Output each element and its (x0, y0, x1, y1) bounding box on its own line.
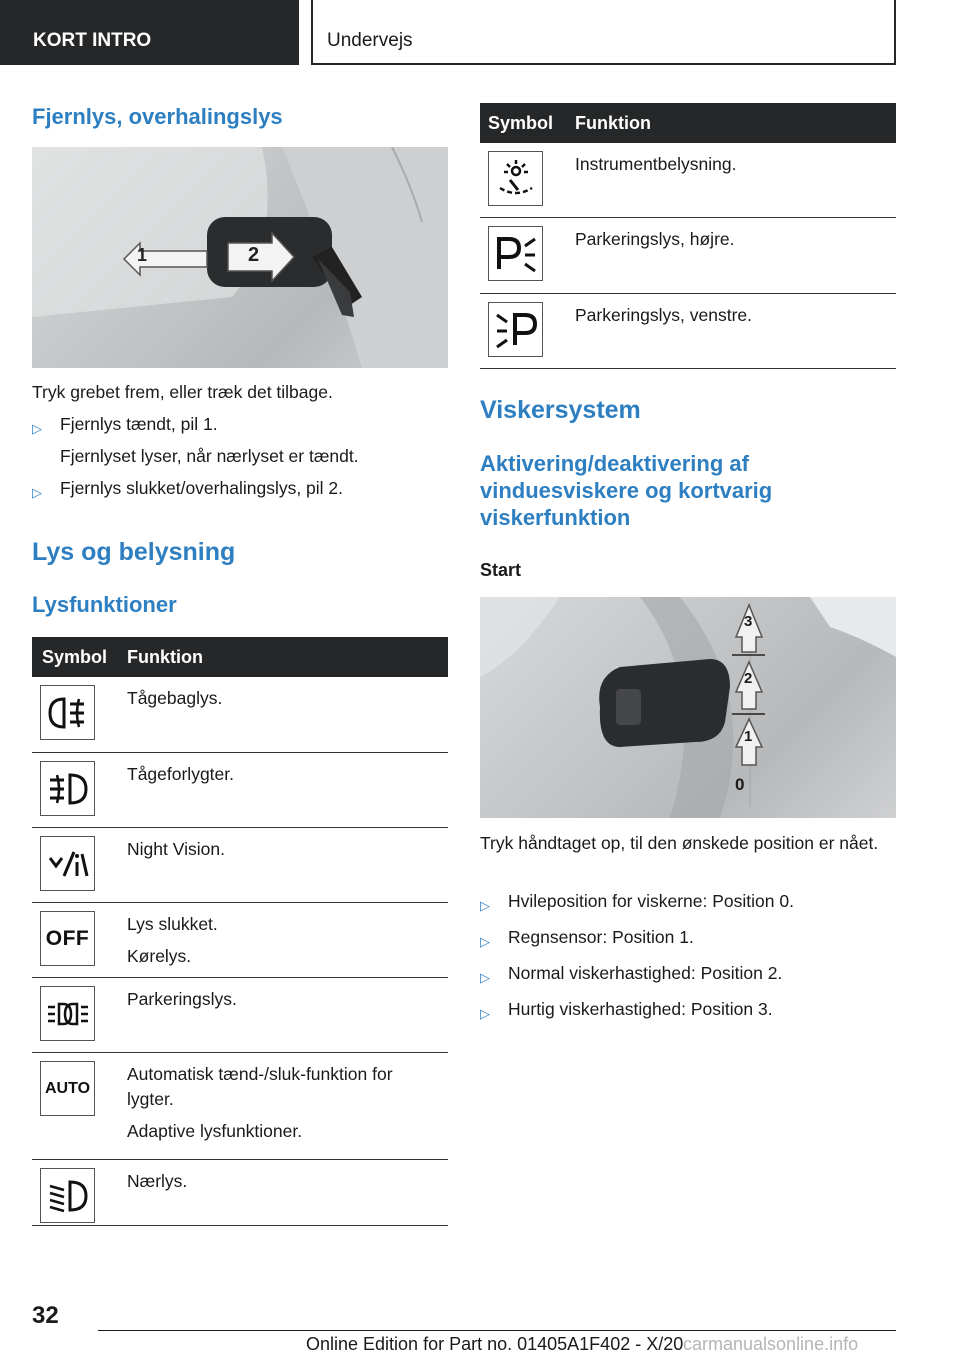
position-label-2: 2 (744, 670, 753, 687)
table-header (32, 637, 448, 677)
bullet-item (32, 476, 448, 505)
function-line: Parkeringslys. (127, 989, 237, 1009)
page-number: 32 (32, 1302, 59, 1329)
watermark: carmanualsonline.info (683, 1334, 859, 1354)
function-line: Parkeringslys, venstre. (575, 305, 753, 325)
function-text (127, 912, 442, 969)
stalk-illustration (32, 147, 448, 368)
triangle-icon: ▷ (32, 485, 42, 500)
function-line: Night Vision. (127, 839, 225, 859)
function-line: Parkeringslys, højre. (575, 229, 735, 249)
position-label-1: 1 (744, 728, 753, 745)
table-row (32, 978, 448, 1053)
table-row (32, 1053, 448, 1160)
footer-divider (98, 1330, 896, 1331)
off-icon-text: OFF (45, 926, 90, 950)
bullet-text: Normal viskerhastighed: Position 2. (508, 963, 783, 983)
low-beam-icon (40, 1168, 95, 1223)
function-text (127, 1062, 442, 1144)
triangle-icon: ▷ (480, 1006, 490, 1021)
off-icon (40, 911, 95, 966)
function-line: Instrumentbelysning. (575, 154, 737, 174)
function-text (127, 686, 442, 711)
heading-wipers: Viskersystem (480, 396, 641, 424)
bullet-text: Fjernlys tændt, pil 1. (60, 414, 218, 434)
bullet-text: Regnsensor: Position 1. (508, 927, 694, 947)
auto-icon (40, 1061, 95, 1116)
bullet-text: Hvileposition for viskerne: Position 0. (508, 891, 794, 911)
bullet-item (480, 961, 896, 990)
table-row (32, 828, 448, 903)
auto-icon-text: AUTO (44, 1079, 91, 1097)
function-text (127, 987, 442, 1012)
lighting-symbols-table (480, 103, 896, 369)
subheading-wipers: Aktivering/deaktivering af vinduesviskere og kortvarig viskerfunktion (480, 451, 773, 530)
light-functions-table (32, 637, 448, 1226)
function-line: Tågebaglys. (127, 688, 223, 708)
bullet-item (32, 412, 448, 469)
section-tab: KORT INTRO (0, 0, 299, 65)
high-beam-stalk-figure (32, 147, 448, 368)
table-header (480, 103, 896, 143)
function-line: Lys slukket. (127, 914, 218, 934)
wiper-bullets (480, 889, 896, 1026)
col-function: Funktion (575, 113, 651, 133)
function-line: Tågeforlygter. (127, 764, 234, 784)
start-label: Start (480, 560, 522, 580)
bullet-item (480, 997, 896, 1026)
position-label-3: 3 (744, 613, 753, 630)
function-text (127, 762, 442, 787)
bullet-text: Hurtig viskerhastighed: Position 3. (508, 999, 773, 1019)
chapter-tab: Undervejs (311, 0, 896, 65)
function-line: Kørelys. (127, 946, 192, 966)
function-line: Automatisk tænd-/sluk-funktion for lygter. (127, 1064, 393, 1109)
wiper-stalk-figure (480, 597, 896, 818)
function-text (127, 1169, 442, 1194)
table-row (32, 677, 448, 753)
table-row (32, 753, 448, 828)
parking-light-left-icon (488, 302, 543, 357)
table-row (480, 143, 896, 218)
triangle-icon: ▷ (480, 898, 490, 913)
position-label-0: 0 (735, 775, 745, 794)
wiper-instruction: Tryk håndtaget op, til den ønskede position er nået. (480, 833, 879, 853)
triangle-icon: ▷ (480, 970, 490, 985)
high-beam-bullets (32, 412, 448, 505)
arrow-label-1: 1 (137, 245, 148, 265)
triangle-icon: ▷ (480, 934, 490, 949)
table-row (32, 903, 448, 978)
function-line: Adaptive lysfunktioner. (127, 1121, 303, 1141)
high-beam-instruction: Tryk grebet frem, eller træk det tilbage. (32, 382, 333, 402)
heading-lights: Lys og belysning (32, 538, 236, 566)
wiper-illustration (480, 597, 896, 818)
table-row (480, 294, 896, 369)
heading-high-beam: Fjernlys, overhalingslys (32, 104, 283, 129)
bullet-subtext: Fjernlyset lyser, når nærlyset er tændt. (60, 446, 359, 466)
parking-lights-icon (40, 986, 95, 1041)
bullet-item (480, 889, 896, 918)
function-text (127, 837, 442, 862)
col-function: Funktion (127, 647, 203, 667)
function-line: Nærlys. (127, 1171, 188, 1191)
function-text (575, 227, 890, 252)
front-fog-light-icon (40, 761, 95, 816)
edition-note: Online Edition for Part no. 01405A1F402 - X/20 (306, 1334, 684, 1354)
night-vision-icon (40, 836, 95, 891)
bullet-text: Fjernlys slukket/overhalingslys, pil 2. (60, 478, 344, 498)
bullet-item (480, 925, 896, 954)
subheading-light-functions: Lysfunktioner (32, 592, 177, 617)
instrument-lighting-icon (488, 151, 543, 206)
col-symbol: Symbol (488, 113, 554, 133)
table-row (32, 1160, 448, 1226)
col-symbol: Symbol (42, 647, 108, 667)
arrow-label-2: 2 (248, 244, 260, 266)
rear-fog-light-icon (40, 685, 95, 740)
triangle-icon: ▷ (32, 421, 42, 436)
table-row (480, 218, 896, 294)
function-text (575, 152, 890, 177)
parking-light-right-icon (488, 226, 543, 281)
function-text (575, 303, 890, 328)
